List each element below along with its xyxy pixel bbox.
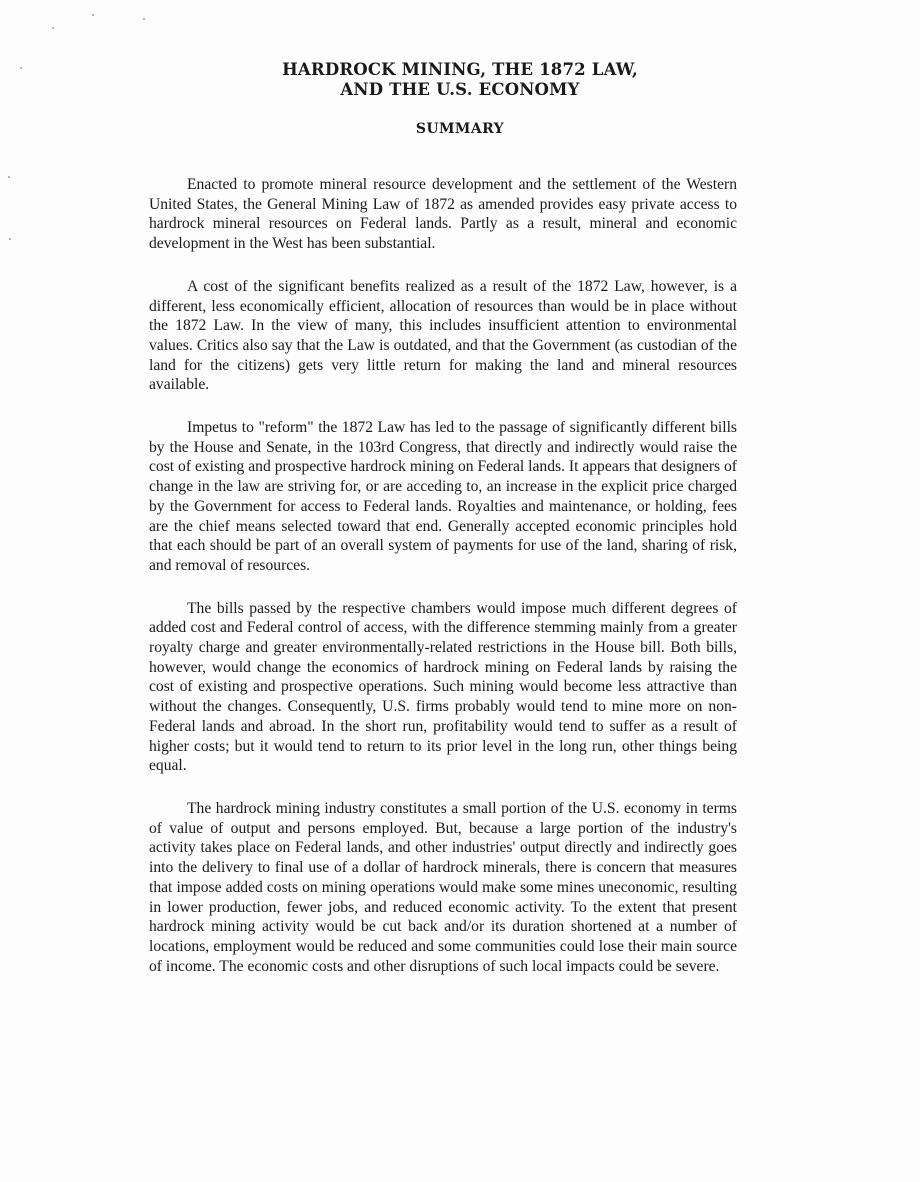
scan-speck xyxy=(9,238,11,240)
document-title-line-1: HARDROCK MINING, THE 1872 LAW, xyxy=(282,60,638,79)
paragraph: The hardrock mining industry constitutes a small portion of the U.S. economy in terms of value of output and persons employed. But, because a large portion of the industry's activity takes place on Federal lands, and other industries' output directly and indirectly goes into the delivery to final use of a dollar of hardrock minerals, there is concern that measures that impose added costs on mining operations would make some mines uneconomic, resulting in lower production, fewer jobs, and reduced economic activity. To the extent that present hardrock mining activity would be cut back and/or its duration shortened at a number of locations, employment would be reduced and some communities could lose their main source of income. The economic costs and other disruptions of such local impacts could be severe. xyxy=(149,799,737,975)
section-heading: SUMMARY xyxy=(415,121,505,137)
scan-speck xyxy=(52,27,54,29)
scan-speck xyxy=(143,18,145,20)
scan-speck xyxy=(92,14,94,16)
paragraph: Enacted to promote mineral resource development and the settlement of the Western United States, the General Mining Law of 1872 as amended provides easy private access to hardrock mineral resources on Federal lands. Partly as a result, mineral and economic development in the West has been substantial. xyxy=(149,176,737,253)
paragraph: The bills passed by the respective chambers would impose much different degrees of added cost and Federal control of access, with the difference stemming mainly from a greater royalty charge and greater environmentally-related restrictions in the House bill. Both bills, however, would change the economics of hardrock mining on Federal lands by raising the cost of existing and prospective operations. Such mining would become less attractive than without the changes. Consequently, U.S. firms probably would tend to mine more on non-Federal lands and abroad. In the short run, profitability would tend to suffer as a result of higher costs; but it would tend to return to its prior level in the long run, other things being equal. xyxy=(149,599,737,775)
paragraph: A cost of the significant benefits realized as a result of the 1872 Law, however, is a different, less economically efficient, allocation of resources than would be in place without the 1872 Law. In the view of many, this includes insufficient attention to environmental values. Critics also say that the Law is outdated, and that the Government (as custodian of the land for the citizens) gets very little return for making the land and mineral resources available. xyxy=(149,277,737,394)
scan-speck xyxy=(8,176,10,178)
paragraph: Impetus to "reform" the 1872 Law has led to the passage of significantly different bills by the House and Senate, in the 103rd Congress, that directly and indirectly would raise the cost of existing and prospective hardrock mining on Federal lands. It appears that designers of change in the law are striving for, or are acceding to, an increase in the explicit price charged by the Government for access to Federal lands. Royalties and maintenance, or holding, fees are the chief means selected toward that end. Generally accepted economic principles hold that each should be part of an overall system of payments for use of the land, sharing of risk, and removal of resources. xyxy=(149,419,737,574)
document-title-line-2: AND THE U.S. ECONOMY xyxy=(340,80,580,99)
document-body xyxy=(149,175,737,999)
